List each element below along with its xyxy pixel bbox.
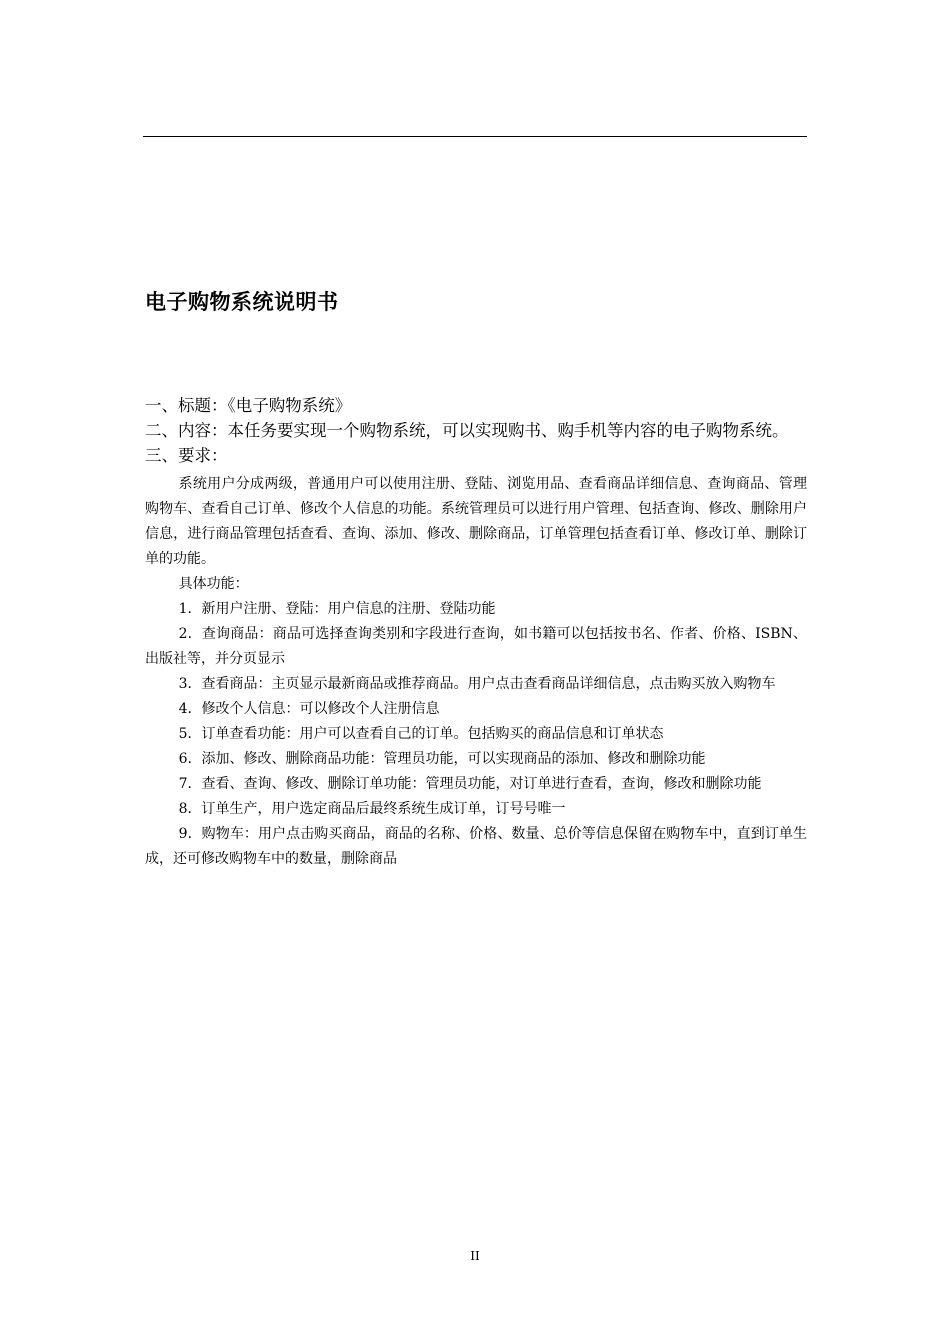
requirements-body	[145, 472, 807, 872]
section-content-line: 二、内容：本任务要实现一个购物系统，可以实现购书、购手机等内容的电子购物系统。	[145, 421, 789, 440]
section-requirements-heading: 三、要求：	[145, 446, 228, 465]
feature-item: 8．订单生产，用户选定商品后最终系统生成订单，订号号唯一	[178, 801, 566, 817]
feature-item: 6．添加、修改、删除商品功能：管理员功能，可以实现商品的添加、修改和删除功能	[178, 751, 706, 767]
header-rule	[143, 136, 807, 137]
feature-item: 9．购物车：用户点击购买商品，商品的名称、价格、数量、总价等信息保留在购物车中，直到订单生成，还可修改购物车中的数量，删除商品	[145, 826, 807, 867]
features-heading: 具体功能：	[178, 576, 249, 592]
feature-item: 1．新用户注册、登陆：用户信息的注册、登陆功能	[178, 601, 496, 617]
feature-item: 4．修改个人信息：可以修改个人注册信息	[178, 701, 440, 717]
feature-item: 2．查询商品：商品可选择查询类别和字段进行查询，如书籍可以包括按书名、作者、价格、ISBN、出版社等，并分页显示	[145, 626, 807, 667]
feature-item: 3．查看商品：主页显示最新商品或推荐商品。用户点击查看商品详细信息，点击购买放入购物车	[178, 676, 776, 692]
document-title: 电子购物系统说明书	[145, 290, 339, 314]
overview-paragraph: 系统用户分成两级，普通用户可以使用注册、登陆、浏览用品、查看商品详细信息、查询商品、管理购物车、查看自己订单、修改个人信息的功能。系统管理员可以进行用户管理、包括查询、修改、删除用户信息，进行商品管理包括查看、查询、添加、修改、删除商品，订单管理包括查看订单、修改订单、删除订单的功能。	[145, 476, 807, 567]
feature-item: 5．订单查看功能：用户可以查看自己的订单。包括购买的商品信息和订单状态	[178, 726, 664, 742]
feature-item: 7．查看、查询、修改、删除订单功能：管理员功能，对订单进行查看，查询，修改和删除功能	[178, 776, 762, 792]
page-number: II	[470, 1249, 480, 1263]
document-body	[145, 393, 807, 872]
section-title-line: 一、标题：《电子购物系统》	[145, 396, 352, 415]
